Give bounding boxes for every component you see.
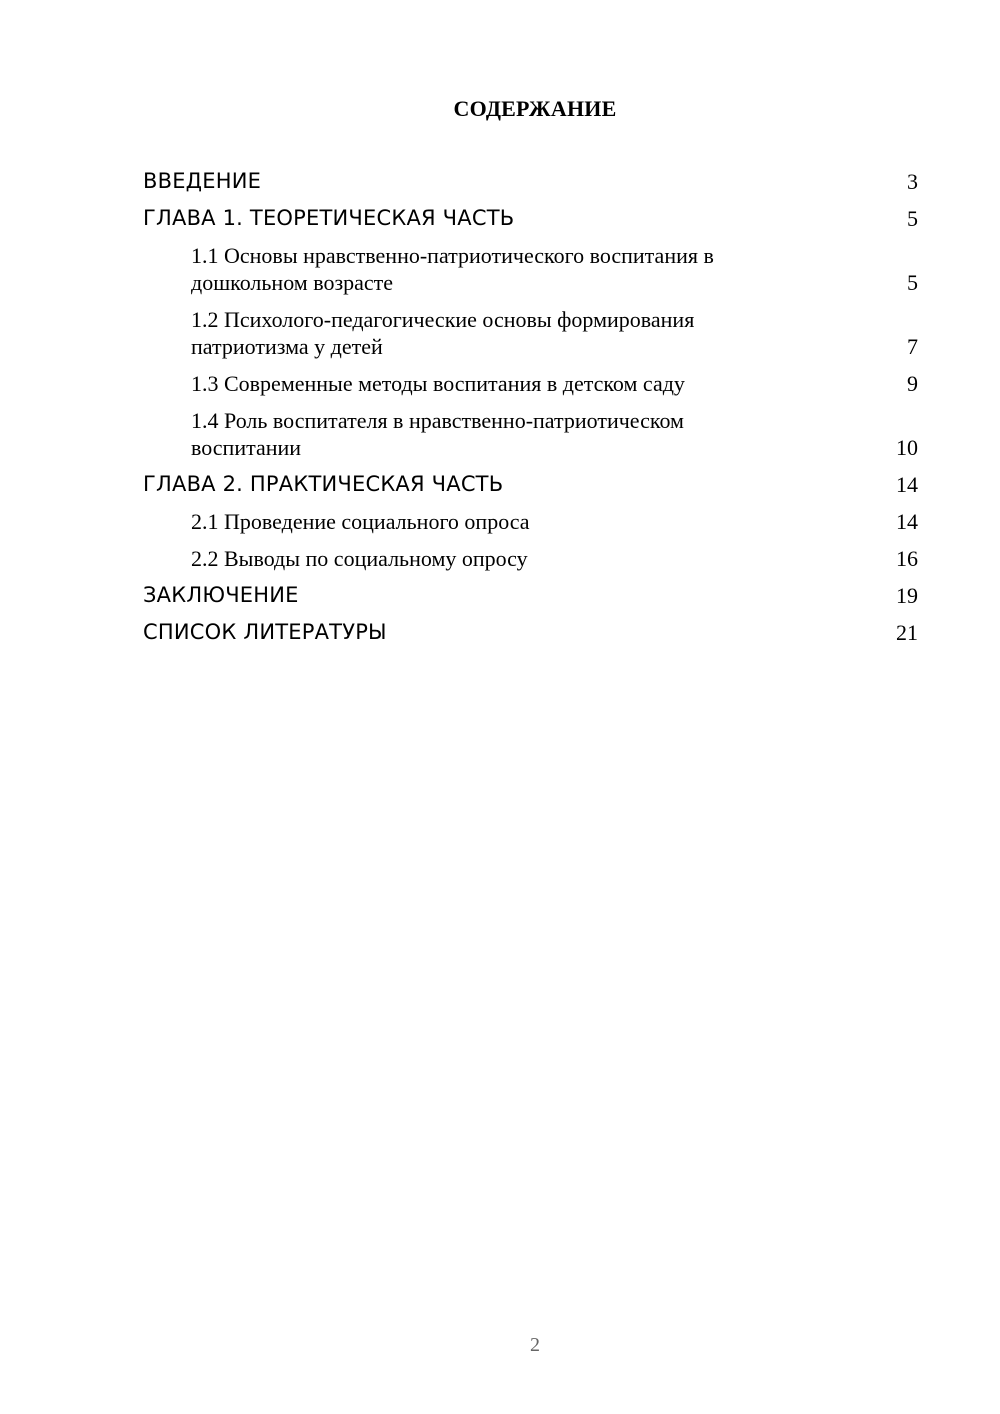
toc-entry-page: 9 (907, 371, 918, 396)
toc-entry-page: 3 (907, 169, 918, 194)
toc-entry-section-1-2[interactable] (143, 306, 918, 360)
toc-entry-section-1-4[interactable] (143, 407, 918, 461)
toc-entry-page: 14 (896, 472, 918, 497)
toc-entry-section-2-2[interactable] (143, 545, 918, 572)
toc-entry-label: 2.2 Выводы по социальному опросу (191, 546, 528, 571)
toc-entry-page: 5 (907, 270, 918, 295)
toc-entry-page: 16 (896, 546, 918, 571)
toc-entry-section-1-3[interactable] (143, 370, 918, 397)
table-of-contents (143, 168, 918, 656)
toc-entry-page: 5 (907, 206, 918, 231)
toc-entry-label: 2.1 Проведение социального опроса (191, 509, 530, 534)
toc-entry-page: 19 (896, 583, 918, 608)
toc-entry-label: ГЛАВА 1. ТЕОРЕТИЧЕСКАЯ ЧАСТЬ (143, 206, 515, 230)
toc-entry-label: 1.3 Современные методы воспитания в детском саду (191, 371, 685, 396)
page-number: 2 (530, 1334, 540, 1356)
toc-entry-section-1-1[interactable] (143, 242, 918, 296)
toc-entry-chapter-1[interactable] (143, 205, 918, 232)
toc-entry-label: 1.2 Психолого-педагогические основы формирования патриотизма у детей (191, 307, 695, 359)
toc-entry-introduction[interactable] (143, 168, 918, 195)
toc-entry-label: 1.1 Основы нравственно-патриотического воспитания в дошкольном возрасте (191, 243, 714, 295)
toc-entry-label: ЗАКЛЮЧЕНИЕ (143, 583, 299, 607)
toc-entry-chapter-2[interactable] (143, 471, 918, 498)
toc-entry-conclusion[interactable] (143, 582, 918, 609)
toc-entry-label: СПИСОК ЛИТЕРАТУРЫ (143, 620, 387, 644)
toc-entry-page: 21 (896, 620, 918, 645)
toc-entry-label: ГЛАВА 2. ПРАКТИЧЕСКАЯ ЧАСТЬ (143, 472, 504, 496)
toc-entry-label: ВВЕДЕНИЕ (143, 169, 262, 193)
page-title: СОДЕРЖАНИЕ (453, 96, 617, 121)
toc-entry-page: 7 (907, 334, 918, 359)
toc-entry-page: 14 (896, 509, 918, 534)
toc-entry-references[interactable] (143, 619, 918, 646)
toc-entry-page: 10 (896, 435, 918, 460)
toc-entry-section-2-1[interactable] (143, 508, 918, 535)
toc-entry-label: 1.4 Роль воспитателя в нравственно-патриотическом воспитании (191, 408, 684, 460)
